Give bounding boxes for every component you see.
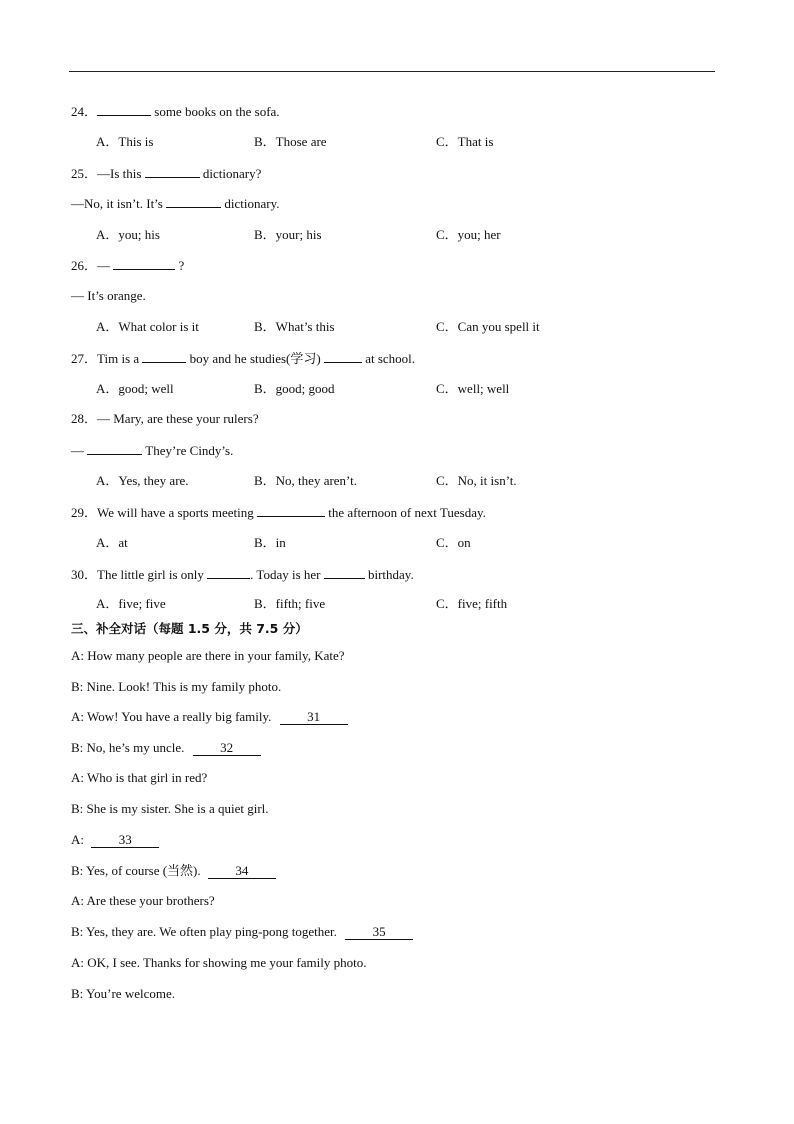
blank-33: 33 [91, 833, 159, 848]
dialogue-line [71, 740, 261, 756]
question-29 [71, 504, 486, 521]
question-text: dictionary? [199, 166, 262, 181]
option-c: C．on [436, 535, 471, 550]
dialogue-text: A: [71, 832, 88, 847]
question-25 [71, 165, 261, 182]
question-text: 30．The little girl is only [71, 567, 208, 582]
header-rule [69, 71, 715, 72]
question-text: —No, it isn’t. It’s [71, 196, 167, 211]
question-25-reply [71, 195, 279, 212]
option-b: B．your; his [254, 227, 322, 242]
dialogue-line: B: Nine. Look! This is my family photo. [71, 679, 282, 694]
option-c: C．five; fifth [436, 596, 508, 611]
question-28-reply [71, 442, 233, 459]
answer-blank [257, 504, 325, 517]
blank-32: 32 [193, 741, 261, 756]
question-text: 25．—Is this [71, 166, 145, 181]
answer-blank [324, 566, 365, 579]
option-a: A．at [96, 535, 128, 550]
question-text: the afternoon of next Tuesday. [324, 505, 486, 520]
dialogue-text: A: Wow! You have a really big family. [71, 709, 275, 724]
dialogue-text: B: No, he’s my uncle. [71, 740, 188, 755]
option-c: C．well; well [436, 381, 510, 396]
dialogue-line [71, 709, 348, 725]
option-c: C．No, it isn’t. [436, 473, 517, 488]
question-28: 28．— Mary, are these your rulers? [71, 411, 259, 426]
option-b: B．fifth; five [254, 596, 326, 611]
dialogue-line [71, 832, 159, 848]
question-text: birthday. [364, 567, 414, 582]
section-heading: 三、补全对话（每题 1.5 分，共 7.5 分） [71, 621, 308, 636]
dialogue-line: A: How many people are there in your family, Kate? [71, 648, 345, 663]
dialogue-line: A: Are these your brothers? [71, 893, 215, 908]
option-a: A．Yes, they are. [96, 473, 189, 488]
answer-blank [145, 165, 200, 178]
answer-blank [87, 442, 142, 455]
dialogue-text: B: Yes, of course (当然). [71, 863, 204, 878]
answer-blank [207, 566, 250, 579]
dialogue-line: A: Who is that girl in red? [71, 770, 208, 785]
question-text: dictionary. [221, 196, 280, 211]
blank-35: 35 [345, 925, 413, 940]
option-b: B．Those are [254, 134, 327, 149]
question-text: boy and he studies(学习) [186, 351, 324, 366]
option-b: B．What’s this [254, 319, 335, 334]
option-a: A．five; five [96, 596, 166, 611]
question-text: some books on the sofa. [151, 104, 280, 119]
option-c: C．you; her [436, 227, 501, 242]
question-text: at school. [361, 351, 416, 366]
option-a: A．This is [96, 134, 154, 149]
question-30 [71, 566, 414, 583]
question-27 [71, 350, 415, 367]
option-a: A．good; well [96, 381, 174, 396]
question-26 [71, 257, 184, 274]
dialogue-text: B: Yes, they are. We often play ping-pong together. [71, 924, 341, 939]
question-text: — [71, 443, 88, 458]
question-26-reply: — It’s orange. [71, 288, 146, 303]
question-text: 26．— [71, 258, 114, 273]
dialogue-line [71, 924, 413, 940]
option-a: A．you; his [96, 227, 160, 242]
option-a: A．What color is it [96, 319, 199, 334]
dialogue-line [71, 863, 276, 879]
option-c: C．That is [436, 134, 494, 149]
answer-blank [97, 103, 151, 116]
dialogue-line: B: She is my sister. She is a quiet girl. [71, 801, 269, 816]
option-b: B．good; good [254, 381, 335, 396]
question-text: They’re Cindy’s. [142, 443, 234, 458]
question-text: 29．We will have a sports meeting [71, 505, 257, 520]
answer-blank [142, 350, 186, 363]
question-text: ? [175, 258, 185, 273]
question-text: . Today is her [250, 567, 324, 582]
option-c: C．Can you spell it [436, 319, 540, 334]
dialogue-line: B: You’re welcome. [71, 986, 175, 1001]
question-24 [71, 103, 280, 120]
blank-34: 34 [208, 864, 276, 879]
blank-31: 31 [280, 710, 348, 725]
answer-blank [166, 195, 221, 208]
question-text: 24． [71, 104, 98, 119]
question-text: 27．Tim is a [71, 351, 143, 366]
answer-blank [324, 350, 362, 363]
option-b: B．in [254, 535, 286, 550]
answer-blank [113, 257, 175, 270]
option-b: B．No, they aren’t. [254, 473, 358, 488]
dialogue-line: A: OK, I see. Thanks for showing me your family photo. [71, 955, 367, 970]
